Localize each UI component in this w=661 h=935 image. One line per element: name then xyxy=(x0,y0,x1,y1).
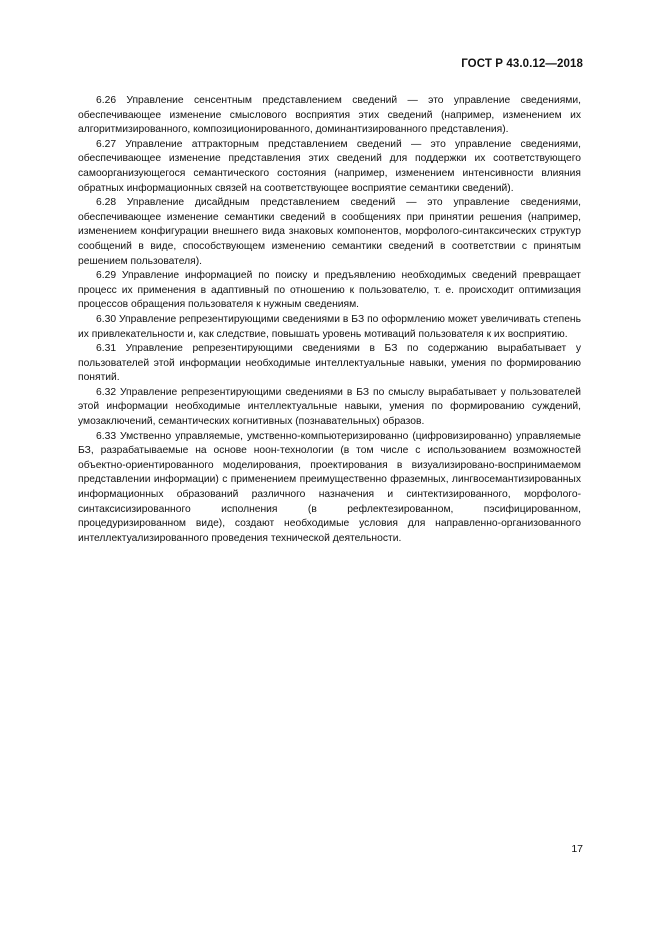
document-code-header: ГОСТ Р 43.0.12—2018 xyxy=(461,58,583,70)
paragraph-6-28: 6.28 Управление дисайдным представлением сведений — это управление сведениями, обеспечивающее изменение семантики сведений в сообщениях при принятии решения (например, изменением конфигурации внешнего вида знаковых компонентов, морфолого-синтаксических структур сообщений в виде, способствующем изменению семантики сведений в соответствии с принятым решением пользователя). xyxy=(78,197,581,267)
paragraph-6-33: 6.33 Умственно управляемые, умственно-компьютеризированно (цифровизированно) управляемые БЗ, разрабатываемые на основе ноон-технологии (в том числе с использованием возможностей объектно-ориентированного моделирования, проектирования в визуализировано-воспринимаемом представлении информации) с применением преимущественно фраземных, лингвосемантизированных информационных образований различного назначения и синтектизированного, морфолого-синтаксисизированного исполнения (в рефлектезированном, пэсифицированном, процедуризированном виде), создают необходимые условия для направленно-организованного интеллектуализированного проведения технической деятельности. xyxy=(78,430,581,544)
paragraph-6-29: 6.29 Управление информацией по поиску и предъявлению необходимых сведений превращает процесс их применения в адаптивный по отношению к пользователю, т. е. происходит оптимизация процессов обращения пользователя к нужным сведениям. xyxy=(78,270,581,311)
paragraph-6-31: 6.31 Управление репрезентирующими сведениями в БЗ по содержанию вырабатывает у пользователей этой информации необходимые интеллектуальные навыки, умения по формированию понятий. xyxy=(78,343,581,384)
paragraph-6-30: 6.30 Управление репрезентирующими сведениями в БЗ по оформлению может увеличивать степень их привлекательности и, как следствие, повышать уровень мотиваций пользователя к их восприятию. xyxy=(78,313,581,340)
document-body xyxy=(78,94,581,546)
paragraph-6-26: 6.26 Управление сенсентным представлением сведений — это управление сведениями, обеспечивающее изменение смыслового восприятия этих сведений (например, изменением их алгоритмизированного, композиционированного, доминантизированного представления). xyxy=(78,95,581,136)
page-number: 17 xyxy=(571,843,583,855)
paragraph-6-27: 6.27 Управление аттракторным представлением сведений — это управление сведениями, обеспечивающее изменение представления этих сведений для поддержки их соответствующего самоорганизующегося семантического состояния (например, изменением интенсивности влияния обратных информационных связей на соответствующее восприятие семантики сведений). xyxy=(78,138,581,194)
paragraph-6-32: 6.32 Управление репрезентирующими сведениями в БЗ по смыслу вырабатывает у пользователей этой информации необходимые интеллектуальные навыки, умения по формированию суждений, умозаключений, семантических когнитивных (познавательных) образов. xyxy=(78,386,581,428)
